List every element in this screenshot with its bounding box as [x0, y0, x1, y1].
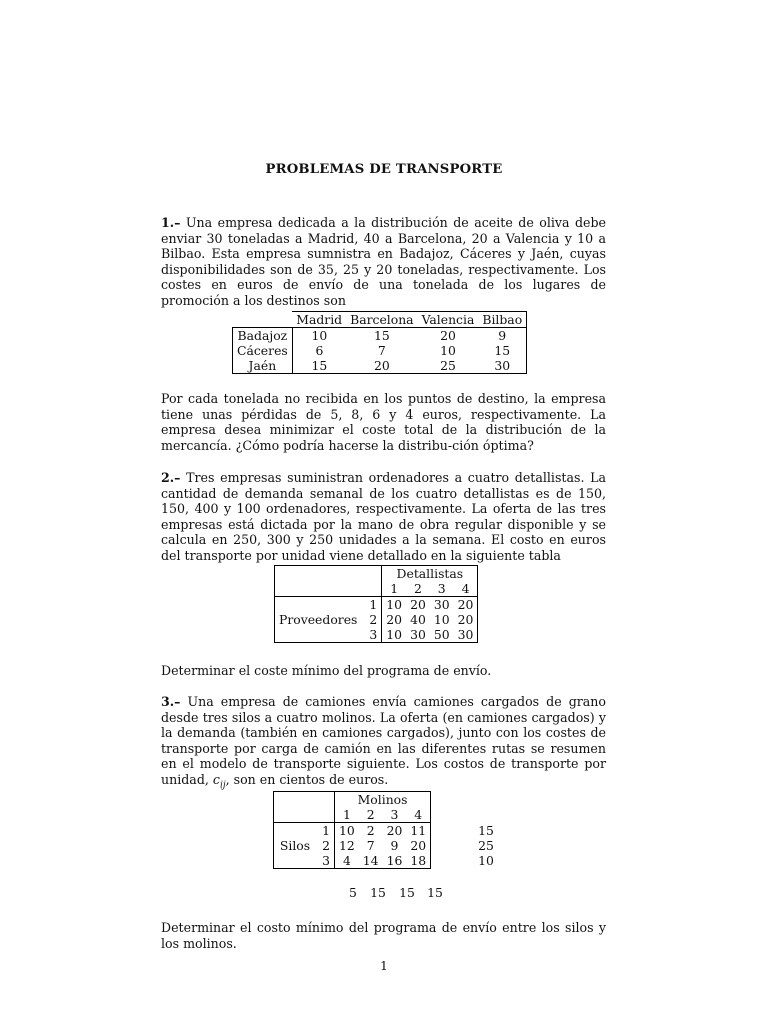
table-cell: 9: [390, 838, 399, 853]
table-cell: 30: [430, 597, 454, 613]
problem-2-number: 2.–: [161, 470, 181, 485]
row-label: 1: [275, 597, 382, 613]
supply-value: 25: [478, 838, 494, 853]
row-label: 3: [274, 853, 335, 869]
table-cell: 30: [457, 627, 474, 642]
problem-3-text-b: , son en cientos de euros.: [225, 771, 389, 787]
row-label: 2: [322, 838, 330, 853]
page-title: PROBLEMAS DE TRANSPORTE: [265, 162, 503, 177]
row-group-label: Silos: [279, 838, 311, 853]
problem-3-number: 3.–: [161, 694, 181, 709]
column-header: 3: [390, 807, 399, 822]
table-cell: 10: [440, 343, 456, 358]
table-cell: 15: [292, 358, 346, 374]
column-header: 4: [461, 581, 470, 596]
problem-1-text: Una empresa dedicada a la distribución de aceite de oliva debe enviar 30 toneladas a Madrid, 40 a Barcelona, 20 a Valencia y 10 a Bilbao. Esta empresa sumnistra en Badajoz, Cáceres y Jaén, cuyas disponibilidades son de 35, 25 y 20 toneladas, respectivamente. Los costes en euros de envío de una tonelada de los lugares de promoción a los destinos son: [161, 215, 606, 308]
problem-2-statement: [161, 470, 606, 563]
table-cell: 10: [433, 612, 450, 627]
table-cell: 18: [410, 853, 427, 868]
table-cell: 20: [346, 358, 417, 374]
cost-table-2: [274, 565, 478, 643]
table-cell: 20: [383, 823, 407, 839]
cost-table-1: [232, 311, 527, 374]
cost-symbol: $c_{ij}$: [212, 771, 226, 791]
table-cell: 15: [346, 328, 417, 344]
table-cell: 30: [478, 358, 526, 374]
table-cell: 11: [406, 823, 430, 839]
table-cell: 7: [377, 343, 386, 358]
table-cell: 9: [478, 328, 526, 344]
table-cell: 10: [386, 627, 403, 642]
column-header: 1: [342, 807, 351, 822]
table-cell: 10: [335, 823, 359, 839]
table-cell: 10: [292, 328, 346, 344]
table-cell: 16: [386, 853, 403, 868]
problem-3-text-a: Una empresa de camiones envía camiones cargados de grano desde tres silos a cuatro molinos. La oferta (en camiones cargados) y la demanda (también en camiones cargados), junto con los costes de transporte por carga de camión en las diferentes rutas se resumen en el modelo de transporte siguiente. Los costos de transporte por unidad,: [161, 694, 606, 787]
column-header: Valencia: [418, 312, 479, 328]
table-cell: 12: [339, 838, 355, 853]
supply-value: 15: [478, 823, 494, 838]
column-header: 2: [366, 807, 375, 822]
table-cell: 20: [386, 612, 403, 627]
table-cell: 4: [342, 853, 351, 868]
cost-table-3: [273, 791, 431, 869]
group-header: Detallistas: [396, 566, 464, 581]
row-label: Badajoz: [233, 328, 293, 344]
column-header: Barcelona: [346, 312, 417, 328]
table-cell: 15: [478, 343, 526, 358]
column-header: Madrid: [292, 312, 346, 328]
table-cell: 14: [362, 853, 379, 868]
problem-1-statement: [161, 215, 606, 308]
row-label: Cáceres: [233, 343, 293, 358]
demand-value: 5: [349, 885, 357, 900]
demand-value: 15: [399, 885, 415, 900]
table-cell: 7: [366, 838, 375, 853]
page-number: 1: [380, 958, 388, 973]
problem-3-followup: Determinar el costo mínimo del programa de envío entre los silos y los molinos.: [161, 920, 606, 951]
column-header: 4: [414, 807, 423, 822]
table-cell: 50: [433, 627, 450, 642]
row-label: 3: [275, 627, 382, 643]
problem-3-statement: [161, 694, 606, 794]
row-label: 1: [274, 823, 335, 839]
table-cell: 6: [315, 343, 324, 358]
problem-1-number: 1.–: [161, 215, 181, 230]
problem-2-followup: Determinar el coste mínimo del programa de envío.: [161, 663, 492, 678]
column-header: Bilbao: [478, 312, 526, 328]
supply-value: 10: [478, 853, 494, 868]
column-header: 2: [414, 581, 422, 596]
table-cell: 20: [410, 838, 427, 853]
demand-value: 15: [370, 885, 386, 900]
table-cell: 25: [418, 358, 479, 374]
column-header: 3: [437, 581, 446, 596]
problem-1-followup: Por cada tonelada no recibida en los puntos de destino, la empresa tiene unas pérdidas de 5, 8, 6 y 4 euros, respectivamente. La empresa desea minimizar el coste total de la distribución de la mercancía. ¿Cómo podría hacerse la distribu-ción óptima?: [161, 391, 606, 453]
table-cell: 10: [382, 597, 406, 613]
table-cell: 20: [418, 328, 479, 344]
problem-2-text: Tres empresas suministran ordenadores a cuatro detallistas. La cantidad de demanda semanal de los cuatro detallistas es de 150, 150, 400 y 100 ordenadores, respectivamente. La oferta de las tres empresas está dictada por la mano de obra regular disponible y se calcula en 250, 300 y 250 unidades a la semana. El costo en euros del transporte por unidad viene detallado en la siguiente tabla: [161, 470, 606, 563]
demand-value: 15: [427, 885, 443, 900]
table-cell: 2: [359, 823, 383, 839]
table-cell: 20: [406, 597, 430, 613]
row-group-label: Proveedores: [279, 612, 358, 627]
table-cell: 30: [410, 627, 426, 642]
table-cell: 20: [457, 612, 474, 627]
row-label: 2: [369, 612, 378, 627]
column-header: 1: [390, 581, 399, 596]
table-cell: 40: [410, 612, 426, 627]
table-cell: 20: [454, 597, 478, 613]
group-header: Molinos: [357, 792, 408, 807]
row-label: Jaén: [233, 358, 293, 374]
